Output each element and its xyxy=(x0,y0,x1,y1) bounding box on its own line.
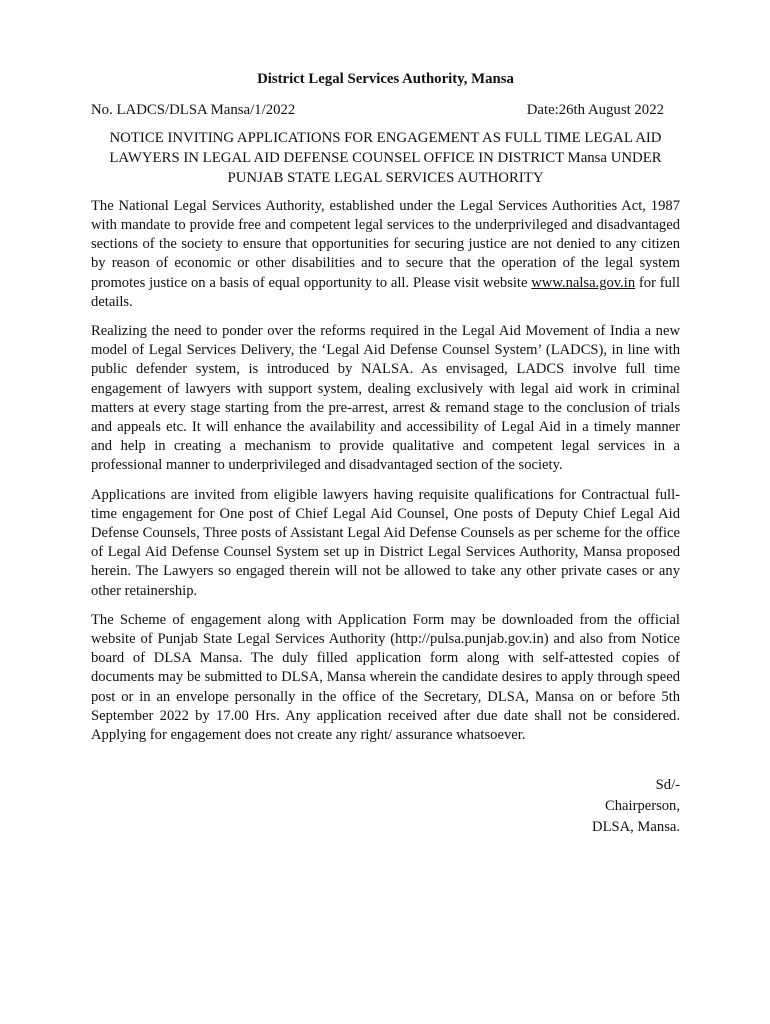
paragraph-nalsa-intro-text: The National Legal Services Authority, established under the Legal Services Authorities Act, 1987 with mandate to provide free and competent legal services to the underprivileged and disadvantaged sections of the society to ensure that opportunities for securing justice are not denied to any citizen by reason of economic or other disabilities and to secure that the operation of the legal system promotes justice on a basis of equal opportunity to all. Please visit website xyxy=(91,197,680,291)
paragraph-scheme: The Scheme of engagement along with Application Form may be downloaded from the official website of Punjab State Legal Services Authority (http://pulsa.punjab.gov.in) and also from Notice board of DLSA Mansa. The duly filled application form along with self-attested copies of documents may be submitted to DLSA, Mansa wherein the candidate desires to apply through speed post or in an envelope personally in the office of the Secretary, DLSA, Mansa on or before 5th September 2022 by 17.00 Hrs. Any application received after due date shall not be considered. Applying for engagement does not create any right/ assurance whatsoever. xyxy=(91,611,680,744)
signature-office: DLSA, Mansa. xyxy=(592,819,680,836)
document-title: District Legal Services Authority, Mansa xyxy=(257,71,514,87)
reference-number: No. LADCS/DLSA Mansa/1/2022 xyxy=(91,102,296,119)
reference-line xyxy=(91,101,680,120)
paragraph-ladcs: Realizing the need to ponder over the reforms required in the Legal Aid Movement of India a new model of Legal Services Delivery, the ‘Legal Aid Defense Counsel System’ (LADCS), in line with public defender system, is introduced by NALSA. As envisaged, LADCS involve full time engagement of lawyers with support system, dealing exclusively with legal aid work in criminal matters at every stage starting from the pre-arrest, arrest & remand stage to the conclusion of trials and appeals etc. It will enhance the availability and accessibility of Legal Aid in a timely manner and help in creating a mechanism to provide qualitative and competent legal services in a professional manner to underprivileged and disadvantaged section of the society. xyxy=(91,323,680,474)
paragraph-nalsa-intro xyxy=(91,197,680,312)
notice-document xyxy=(91,70,680,838)
notice-date: Date:26th August 2022 xyxy=(526,102,664,119)
signature-block xyxy=(91,775,680,838)
paragraph-applications: Applications are invited from eligible lawyers having requisite qualifications for Contractual full-time engagement for One post of Chief Legal Aid Counsel, One posts of Deputy Chief Legal Aid Defense Counsels, Three posts of Assistant Legal Aid Defense Counsels as per scheme for the office of Legal Aid Defense Counsel System set up in District Legal Services Authority, Mansa proposed herein. The Lawyers so engaged therein will not be allowed to take any other private cases or any other retainership. xyxy=(91,486,680,599)
signature-designation: Chairperson, xyxy=(605,798,680,815)
signature-sd: Sd/- xyxy=(655,777,680,794)
paragraph-nalsa-intro-tail: for full details. xyxy=(91,274,680,310)
nalsa-website-link[interactable]: www.nalsa.gov.in xyxy=(531,274,636,291)
notice-subject: NOTICE INVITING APPLICATIONS FOR ENGAGEMENT AS FULL TIME LEGAL AID LAWYERS IN LEGAL AID DEFENSE COUNSEL OFFICE IN DISTRICT Mansa UNDER PUNJAB STATE LEGAL SERVICES AUTHORITY xyxy=(109,130,662,186)
